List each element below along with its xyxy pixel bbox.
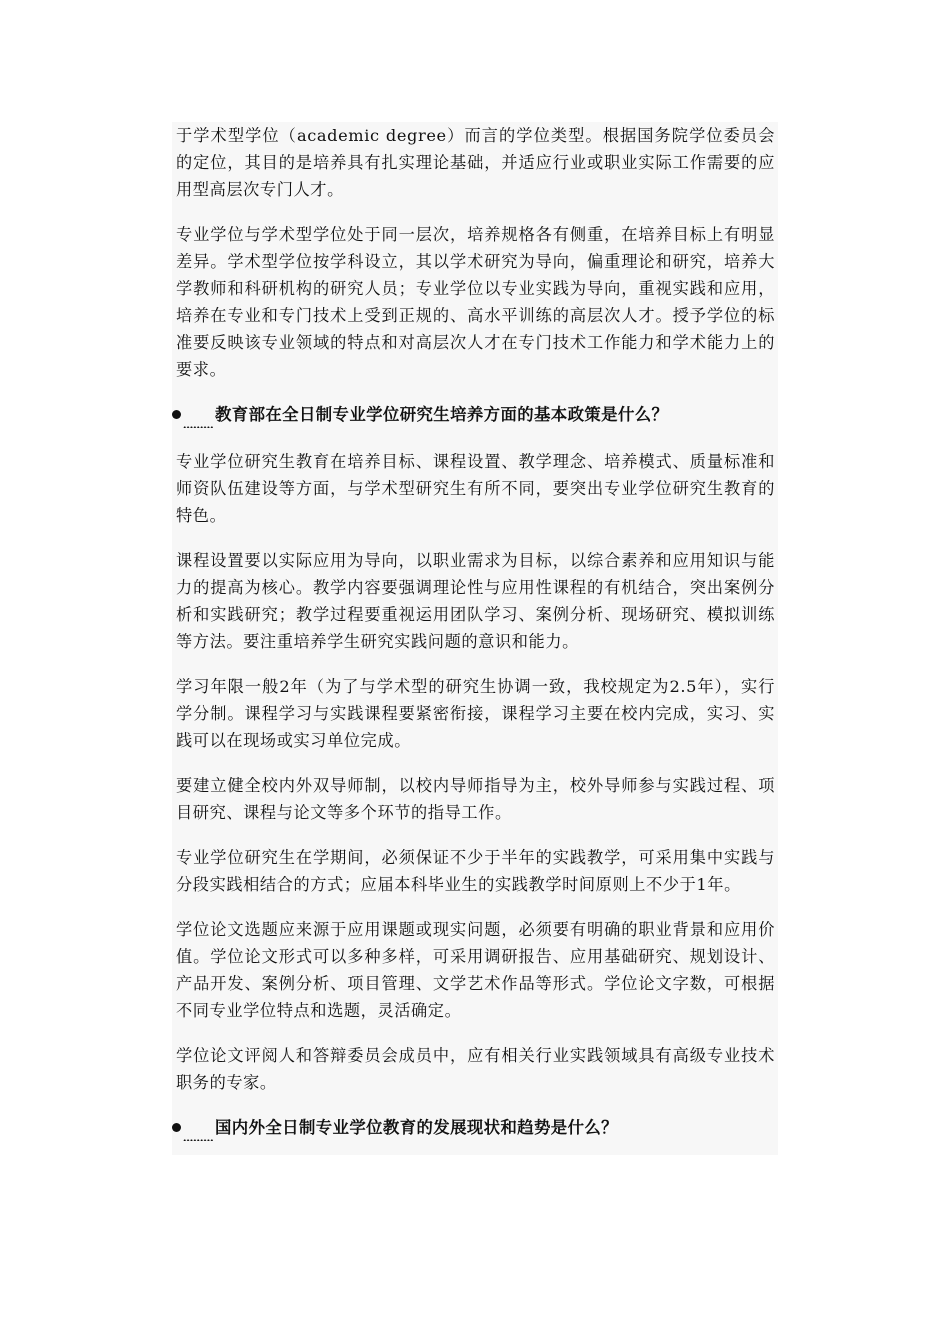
paragraph-education-features: 专业学位研究生教育在培养目标、课程设置、教学理念、培养模式、质量标准和师资队伍建设等方面，与学术型研究生有所不同，要突出专业学位研究生教育的特色。 <box>176 452 775 525</box>
question-heading-policy <box>172 401 775 428</box>
paragraph-practice-teaching: 专业学位研究生在学期间，必须保证不少于半年的实践教学，可采用集中实践与分段实践相结合的方式；应届本科毕业生的实践教学时间原则上不少于1年。 <box>176 848 775 894</box>
dotted-leader-icon <box>183 418 213 428</box>
dotted-leader-icon <box>183 1131 213 1141</box>
paragraph-degree-definition: 于学术型学位（academic degree）而言的学位类型。根据国务院学位委员会的定位，其目的是培养具有扎实理论基础，并适应行业或职业实际工作需要的应用型高层次专门人才。 <box>176 126 775 199</box>
bullet-dot-icon <box>172 1123 181 1132</box>
paragraph-dual-supervisor: 要建立健全校内外双导师制，以校内导师指导为主，校外导师参与实践过程、项目研究、课程与论文等多个环节的指导工作。 <box>176 776 775 822</box>
paragraph-curriculum: 课程设置要以实际应用为导向，以职业需求为目标，以综合素养和应用知识与能力的提高为核心。教学内容要强调理论性与应用性课程的有机结合，突出案例分析和实践研究；教学过程要重视运用团队学习、案例分析、现场研究、模拟训练等方法。要注重培养学生研究实践问题的意识和能力。 <box>176 551 775 651</box>
question-text-trends: 国内外全日制专业学位教育的发展现状和趋势是什么？ <box>215 1118 618 1137</box>
question-heading-trends <box>172 1114 775 1141</box>
paragraph-thesis-reviewers: 学位论文评阅人和答辩委员会成员中，应有相关行业实践领域具有高级专业技术职务的专家。 <box>176 1046 775 1092</box>
bullet-dot-icon <box>172 410 181 419</box>
paragraph-degree-comparison: 专业学位与学术型学位处于同一层次，培养规格各有侧重，在培养目标上有明显差异。学术型学位按学科设立，其以学术研究为导向，偏重理论和研究，培养大学教师和科研机构的研究人员；专业学位以专业实践为导向，重视实践和应用，培养在专业和专门技术上受到正规的、高水平训练的高层次人才。授予学位的标准要反映该专业领域的特点和对高层次人才在专门技术工作能力和学术能力上的要求。 <box>176 225 775 379</box>
question-text-policy: 教育部在全日制专业学位研究生培养方面的基本政策是什么？ <box>215 405 669 424</box>
paragraph-thesis-topic: 学位论文选题应来源于应用课题或现实问题，必须要有明确的职业背景和应用价值。学位论文形式可以多种多样，可采用调研报告、应用基础研究、规划设计、产品开发、案例分析、项目管理、文学艺术作品等形式。学位论文字数，可根据不同专业学位特点和选题，灵活确定。 <box>176 920 775 1020</box>
paragraph-study-duration: 学习年限一般2年（为了与学术型的研究生协调一致，我校规定为2.5年），实行学分制。课程学习与实践课程要紧密衔接，课程学习主要在校内完成，实习、实践可以在现场或实习单位完成。 <box>176 677 775 750</box>
document-body <box>172 122 778 1155</box>
